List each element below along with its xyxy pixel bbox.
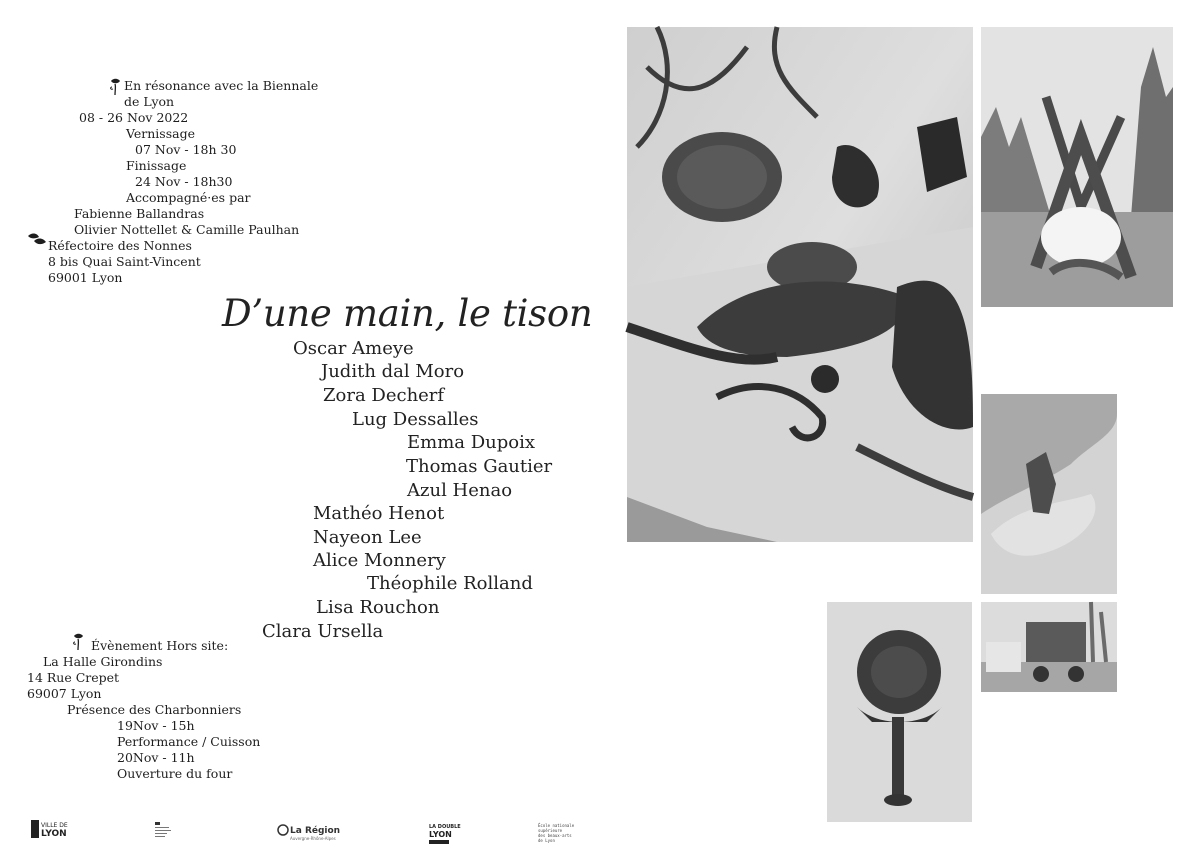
artist-name: Mathéo Henot xyxy=(313,503,445,524)
artist-name: Alice Monnery xyxy=(313,550,446,571)
artist-name: Thomas Gautier xyxy=(406,456,553,477)
leaf-icon xyxy=(27,232,47,246)
resonance-line-1: En résonance avec la Biennale xyxy=(124,78,319,93)
offsite-city: 69007 Lyon xyxy=(27,686,102,701)
offsite-date-2: 20Nov - 11h xyxy=(117,750,195,765)
artist-name: Théophile Rolland xyxy=(367,573,533,594)
venue-street: 8 bis Quai Saint-Vincent xyxy=(48,254,201,269)
offsite-event-1: Performance / Cuisson xyxy=(117,734,261,749)
offsite-event-2: Ouverture du four xyxy=(117,766,233,781)
finissage-date: 24 Nov - 18h30 xyxy=(135,174,233,189)
artichoke-photo xyxy=(827,602,972,822)
artist-name: Nayeon Lee xyxy=(313,527,422,548)
exhibition-dates: 08 - 26 Nov 2022 xyxy=(79,110,189,125)
ecole-logo-line-1: École nationale xyxy=(538,823,575,828)
offsite-heading: Évènement Hors site: xyxy=(91,638,229,653)
ville-logo-line-1: VILLE DE xyxy=(41,822,68,829)
ecole-beaux-arts-logo xyxy=(538,823,588,845)
bonfire-photo xyxy=(981,27,1173,307)
finissage-label: Finissage xyxy=(126,158,187,173)
resonance-line-2: de Lyon xyxy=(124,94,175,109)
ecole-logo-line-4: de Lyon xyxy=(538,838,555,843)
journal-logo-line-1: LA DOUBLE xyxy=(429,824,461,830)
artist-name: Oscar Ameye xyxy=(293,338,414,359)
ville-de-lyon-logo xyxy=(31,820,69,838)
vernissage-label: Vernissage xyxy=(126,126,195,141)
artist-name: Zora Decherf xyxy=(323,385,445,406)
venue-city: 69001 Lyon xyxy=(48,270,123,285)
artist-name: Lug Dessalles xyxy=(352,409,479,430)
offsite-place: La Halle Girondins xyxy=(43,654,163,669)
exhibition-title: D’une main, le tison xyxy=(222,292,593,335)
hand-photo xyxy=(981,394,1117,594)
accompanied-label: Accompagné·es par xyxy=(126,190,251,205)
journal-logo-line-2: LYON xyxy=(429,830,452,839)
vernissage-date: 07 Nov - 18h 30 xyxy=(135,142,237,157)
artist-name: Clara Ursella xyxy=(262,621,384,642)
still-life-photo xyxy=(627,27,973,542)
flower-icon xyxy=(109,78,122,96)
artist-name: Judith dal Moro xyxy=(321,361,465,382)
region-logo-text: La Région xyxy=(290,826,341,836)
region-logo xyxy=(277,823,341,843)
accompanied-name-1: Fabienne Ballandras xyxy=(74,206,205,221)
region-logo-subtext: Auvergne-Rhône-Alpes xyxy=(290,836,336,841)
offsite-street: 14 Rue Crepet xyxy=(27,670,120,685)
offsite-presence: Présence des Charbonniers xyxy=(67,702,242,717)
venue-name: Réfectoire des Nonnes xyxy=(48,238,192,253)
ville-logo-line-2: LYON xyxy=(41,829,67,839)
accompanied-name-2: Olivier Nottellet & Camille Paulhan xyxy=(74,222,300,237)
artist-name: Lisa Rouchon xyxy=(316,597,440,618)
offsite-date-1: 19Nov - 15h xyxy=(117,718,195,733)
artist-name: Emma Dupoix xyxy=(407,432,536,453)
artist-name: Azul Henao xyxy=(407,480,513,501)
ecole-logo-line-2: supérieure xyxy=(538,828,563,833)
flower-icon xyxy=(72,633,85,651)
kiln-photo xyxy=(981,602,1117,692)
ministry-logo xyxy=(155,822,175,840)
journal-logo xyxy=(429,822,461,846)
ecole-logo-line-3: des beaux-arts xyxy=(538,833,572,838)
